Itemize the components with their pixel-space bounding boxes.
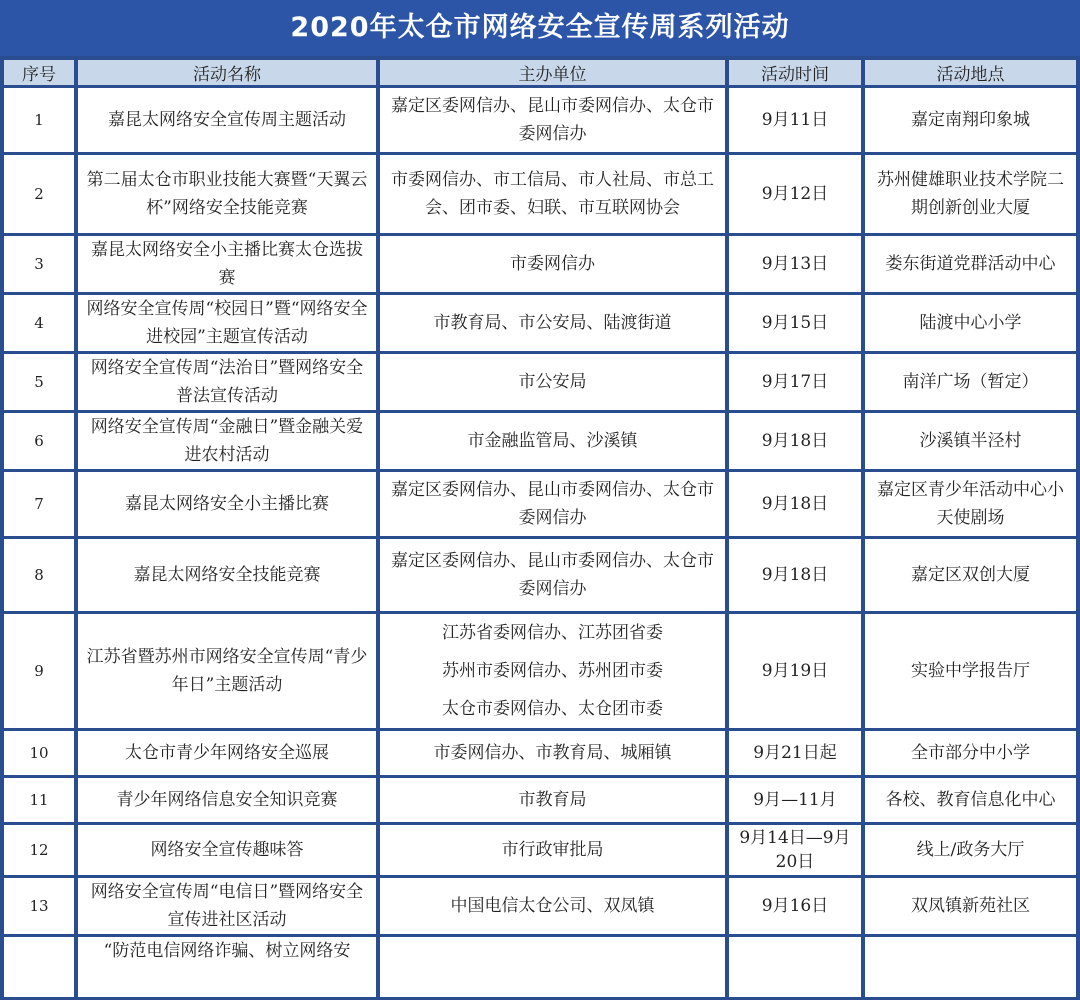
- row-place: 沙溪镇半泾村: [865, 413, 1076, 469]
- row-org: 市公安局: [380, 354, 725, 410]
- row-name: 第二届太仓市职业技能大赛暨“天翼云杯”网络安全技能竞赛: [78, 155, 376, 233]
- row-time: 9月15日: [729, 295, 861, 351]
- row-time: 9月18日: [729, 472, 861, 536]
- row-place: 南洋广场（暂定）: [865, 354, 1076, 410]
- table-row: [4, 878, 1076, 934]
- row-time: [729, 937, 861, 997]
- row-no: 1: [4, 88, 74, 152]
- row-no: 6: [4, 413, 74, 469]
- row-org: 嘉定区委网信办、昆山市委网信办、太仓市委网信办: [380, 472, 725, 536]
- table-row: [4, 472, 1076, 536]
- row-place: 嘉定区青少年活动中心小天使剧场: [865, 472, 1076, 536]
- table-row: [4, 354, 1076, 410]
- org-line: 苏州市委网信办、苏州团市委: [442, 661, 663, 681]
- row-no: 12: [4, 825, 74, 875]
- row-name: 嘉昆太网络安全宣传周主题活动: [78, 88, 376, 152]
- row-org: [380, 614, 725, 728]
- table-row: [4, 825, 1076, 875]
- table-row: [4, 731, 1076, 775]
- row-org: 市教育局、市公安局、陆渡街道: [380, 295, 725, 351]
- activity-table-container: [0, 57, 1080, 1000]
- row-place: 实验中学报告厅: [865, 614, 1076, 728]
- org-line: 江苏省委网信办、江苏团省委: [442, 623, 663, 643]
- row-no: [4, 937, 74, 997]
- row-no: 11: [4, 778, 74, 822]
- table-row: [4, 539, 1076, 611]
- row-no: 3: [4, 236, 74, 292]
- header-place: 活动地点: [865, 60, 1076, 85]
- row-time: 9月18日: [729, 413, 861, 469]
- row-place: 嘉定区双创大厦: [865, 539, 1076, 611]
- row-time: 9月13日: [729, 236, 861, 292]
- activity-table: [0, 57, 1080, 1000]
- row-org: 市教育局: [380, 778, 725, 822]
- row-time: 9月21日起: [729, 731, 861, 775]
- row-org: 嘉定区委网信办、昆山市委网信办、太仓市委网信办: [380, 539, 725, 611]
- row-place: 全市部分中小学: [865, 731, 1076, 775]
- org-line: 太仓市委网信办、太仓团市委: [442, 699, 663, 719]
- table-header-row: [4, 60, 1076, 85]
- row-time: 9月14日—9月20日: [729, 825, 861, 875]
- row-no: 4: [4, 295, 74, 351]
- row-place: 双凤镇新苑社区: [865, 878, 1076, 934]
- row-time: 9月19日: [729, 614, 861, 728]
- row-name: 网络安全宣传周“校园日”暨“网络安全进校园”主题宣传活动: [78, 295, 376, 351]
- row-time: 9月18日: [729, 539, 861, 611]
- row-org: [380, 937, 725, 997]
- row-name: 嘉昆太网络安全小主播比赛太仓选拔赛: [78, 236, 376, 292]
- table-row: [4, 155, 1076, 233]
- row-org: 市委网信办: [380, 236, 725, 292]
- row-place: 娄东街道党群活动中心: [865, 236, 1076, 292]
- row-name: 网络安全宣传趣味答: [78, 825, 376, 875]
- row-name: 网络安全宣传周“法治日”暨网络安全普法宣传活动: [78, 354, 376, 410]
- row-no: 13: [4, 878, 74, 934]
- row-time: 9月17日: [729, 354, 861, 410]
- page-title: 2020年太仓市网络安全宣传周系列活动: [0, 0, 1080, 56]
- row-org: 嘉定区委网信办、昆山市委网信办、太仓市委网信办: [380, 88, 725, 152]
- table-row: [4, 614, 1076, 728]
- table-row: [4, 937, 1076, 997]
- row-place: 陆渡中心小学: [865, 295, 1076, 351]
- row-name: 嘉昆太网络安全小主播比赛: [78, 472, 376, 536]
- row-org: 中国电信太仓公司、双凤镇: [380, 878, 725, 934]
- row-name: 网络安全宣传周“电信日”暨网络安全宣传进社区活动: [78, 878, 376, 934]
- header-name: 活动名称: [78, 60, 376, 85]
- row-time: 9月16日: [729, 878, 861, 934]
- header-time: 活动时间: [729, 60, 861, 85]
- row-no: 7: [4, 472, 74, 536]
- table-row: [4, 413, 1076, 469]
- row-org: 市委网信办、市工信局、市人社局、市总工会、团市委、妇联、市互联网协会: [380, 155, 725, 233]
- row-place: 各校、教育信息化中心: [865, 778, 1076, 822]
- row-no: 10: [4, 731, 74, 775]
- row-org: 市金融监管局、沙溪镇: [380, 413, 725, 469]
- row-place: 苏州健雄职业技术学院二期创新创业大厦: [865, 155, 1076, 233]
- row-org: 市委网信办、市教育局、城厢镇: [380, 731, 725, 775]
- row-no: 2: [4, 155, 74, 233]
- table-row: [4, 236, 1076, 292]
- row-name: 江苏省暨苏州市网络安全宣传周“青少年日”主题活动: [78, 614, 376, 728]
- row-name: 网络安全宣传周“金融日”暨金融关爱进农村活动: [78, 413, 376, 469]
- table-row: [4, 778, 1076, 822]
- table-row: [4, 295, 1076, 351]
- row-place: 嘉定南翔印象城: [865, 88, 1076, 152]
- row-no: 5: [4, 354, 74, 410]
- row-time: 9月11日: [729, 88, 861, 152]
- row-place: 线上/政务大厅: [865, 825, 1076, 875]
- row-name: “防范电信网络诈骗、树立网络安: [78, 937, 376, 997]
- header-no: 序号: [4, 60, 74, 85]
- row-no: 8: [4, 539, 74, 611]
- row-place: [865, 937, 1076, 997]
- row-org: 市行政审批局: [380, 825, 725, 875]
- header-org: 主办单位: [380, 60, 725, 85]
- row-time: 9月—11月: [729, 778, 861, 822]
- row-name: 青少年网络信息安全知识竞赛: [78, 778, 376, 822]
- row-name: 太仓市青少年网络安全巡展: [78, 731, 376, 775]
- row-name: 嘉昆太网络安全技能竞赛: [78, 539, 376, 611]
- table-row: [4, 88, 1076, 152]
- row-no: 9: [4, 614, 74, 728]
- row-time: 9月12日: [729, 155, 861, 233]
